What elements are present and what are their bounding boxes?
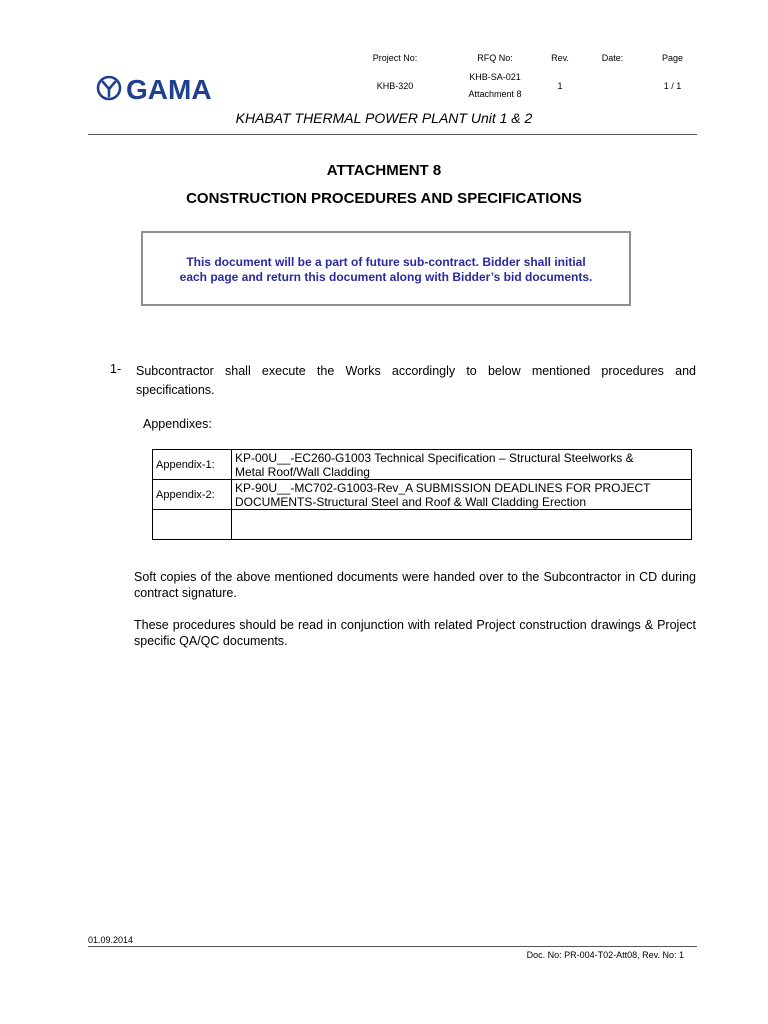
plant-title: KHABAT THERMAL POWER PLANT Unit 1 & 2 <box>235 110 533 126</box>
footer-date: 01.09.2014 <box>88 935 134 945</box>
item-number: 1- <box>110 362 122 376</box>
page-value: 1 / 1 <box>663 81 682 91</box>
attachment-title: ATTACHMENT 8 <box>326 162 442 179</box>
rev-label: Rev. <box>551 53 569 63</box>
date-label: Date: <box>601 53 624 63</box>
paragraph-conjunction: These procedures should be read in conjunction with related Project construction drawings & Project specific QA/QC documents. <box>134 618 696 648</box>
project-no-label: Project No: <box>372 53 418 63</box>
rev-value: 1 <box>557 81 563 91</box>
appendix-key: Appendix-1: <box>153 450 232 480</box>
item-text: Subcontractor shall execute the Works accordingly to below mentioned procedures and specifications. <box>136 364 696 397</box>
appendix-key: Appendix-2: <box>153 480 232 510</box>
paragraph-soft-copies: Soft copies of the above mentioned documents were handed over to the Subcontractor in CD during contract signature. <box>134 570 696 600</box>
footer-doc-number: Doc. No: PR-004-T02-Att08, Rev. No: 1 <box>526 950 684 960</box>
project-no-value: KHB-320 <box>376 81 414 91</box>
notice-line-1: This document will be a part of future sub-contract. Bidder shall initial <box>186 255 586 269</box>
table-row <box>153 510 692 540</box>
notice-line-2: each page and return this document along with Bidder’s bid documents. <box>179 270 593 284</box>
table-row <box>153 480 692 510</box>
header-divider <box>88 134 697 135</box>
company-wordmark: GAMA <box>126 74 212 105</box>
appendix-value-line-1: KP-90U__-MC702-G1003-Rev_A SUBMISSION DEADLINES FOR PROJECT <box>235 480 651 495</box>
appendix-table <box>152 449 692 540</box>
rfq-no-value-line1: KHB-SA-021 <box>469 72 521 82</box>
page-label: Page <box>661 53 684 63</box>
appendix-value <box>232 450 692 480</box>
rfq-no-label: RFQ No: <box>477 53 513 63</box>
footer-divider <box>88 946 697 947</box>
table-row <box>153 450 692 480</box>
company-logo <box>96 70 216 106</box>
notice-box <box>141 231 631 306</box>
appendixes-heading: Appendixes: <box>143 417 212 431</box>
appendix-value <box>232 510 692 540</box>
appendix-value <box>232 480 692 510</box>
appendix-value-line-1: KP-00U__-EC260-G1003 Technical Specification – Structural Steelworks & <box>235 450 634 465</box>
document-title: CONSTRUCTION PROCEDURES AND SPECIFICATIONS <box>186 190 582 207</box>
appendix-value-line-2: DOCUMENTS-Structural Steel and Roof & Wall Cladding Erection <box>235 494 587 509</box>
appendix-value-line-2: Metal Roof/Wall Cladding <box>235 464 370 479</box>
appendix-key <box>153 510 232 540</box>
rfq-no-value-line2: Attachment 8 <box>468 89 522 99</box>
gama-emblem-icon <box>98 77 120 99</box>
